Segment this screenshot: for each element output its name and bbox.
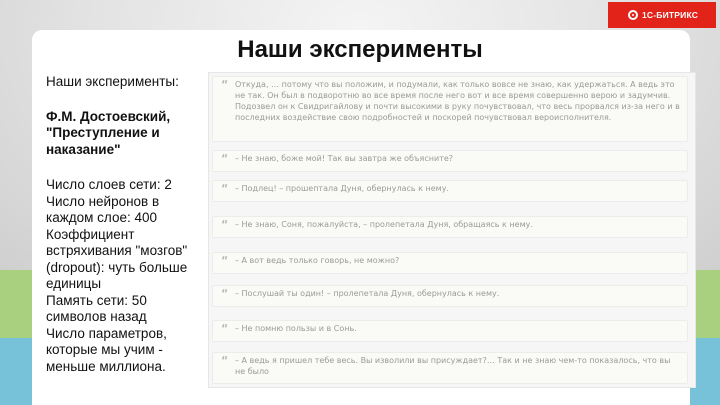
sample-block <box>212 252 688 274</box>
sample-text: – А ведь я пришел тебе весь. Вы изволили вы присуждает?… Так и не знаю чем-то показалось, что вы не было <box>235 356 671 376</box>
sample-block <box>212 180 688 202</box>
experiments-heading: Наши эксперименты: <box>46 74 179 89</box>
quote-icon: “ <box>221 78 229 91</box>
sample-block <box>212 216 688 238</box>
param-memory: Память сети: 50 символов назад <box>46 292 147 324</box>
network-params <box>46 177 206 375</box>
quote-icon: “ <box>221 354 229 367</box>
sample-text: – Подлец! – прошептала Дуня, обернулась к нему. <box>235 184 449 193</box>
param-dropout: Коэффициент встряхивания "мозгов" (dropout): чуть больше единицы <box>46 226 188 291</box>
quote-icon: “ <box>221 218 229 231</box>
sample-block <box>212 76 688 142</box>
sample-text: – Не знаю, боже мой! Так вы завтра же объясните? <box>235 154 454 163</box>
book-title: Ф.М. Достоевский, "Преступление и наказание" <box>46 108 171 157</box>
brand-logo <box>608 2 716 28</box>
sample-text: – А вот ведь только говорь, не можно? <box>235 256 400 265</box>
quote-icon: “ <box>221 254 229 267</box>
sample-text: Откуда, … потому что вы положим, и подумали, как только вовсе не знаю, как удержаться. А ведь это не так. Он был в подворотню во все время после него вот и все время совершенно верою и задумчив. Подозвел он к Свидригайлову и почти высокими в руку почувствовал, что весь прорвался из-за него и в последних воздействие свою подробностей и поскорей почувствовал вероисполнителя. <box>235 80 680 122</box>
experiment-description <box>46 74 206 375</box>
sample-block <box>212 352 688 384</box>
param-layers: Число слоев сети: 2 <box>46 177 172 192</box>
bitrix-logo-icon <box>628 10 638 20</box>
param-count: Число параметров, которые мы учим - меньше миллиона. <box>46 325 167 374</box>
quote-icon: “ <box>221 322 229 335</box>
sample-text: – Не знаю, Соня, пожалуйста, – пролепетала Дуня, обращаясь к нему. <box>235 220 533 229</box>
page-title: Наши эксперименты <box>237 36 483 63</box>
sample-block <box>212 150 688 172</box>
sample-block <box>212 285 688 307</box>
quote-icon: “ <box>221 182 229 195</box>
param-neurons: Число нейронов в каждом слое: 400 <box>46 193 160 225</box>
quote-icon: “ <box>221 152 229 165</box>
sample-block <box>212 320 688 342</box>
brand-logo-text: 1С-БИТРИКС <box>642 10 699 20</box>
sample-text: – Послушай ты один! – пролепетала Дуня, обернулась к нему. <box>235 289 500 298</box>
sample-text: – Не помню пользы и в Сонь. <box>235 324 357 333</box>
quote-icon: “ <box>221 287 229 300</box>
